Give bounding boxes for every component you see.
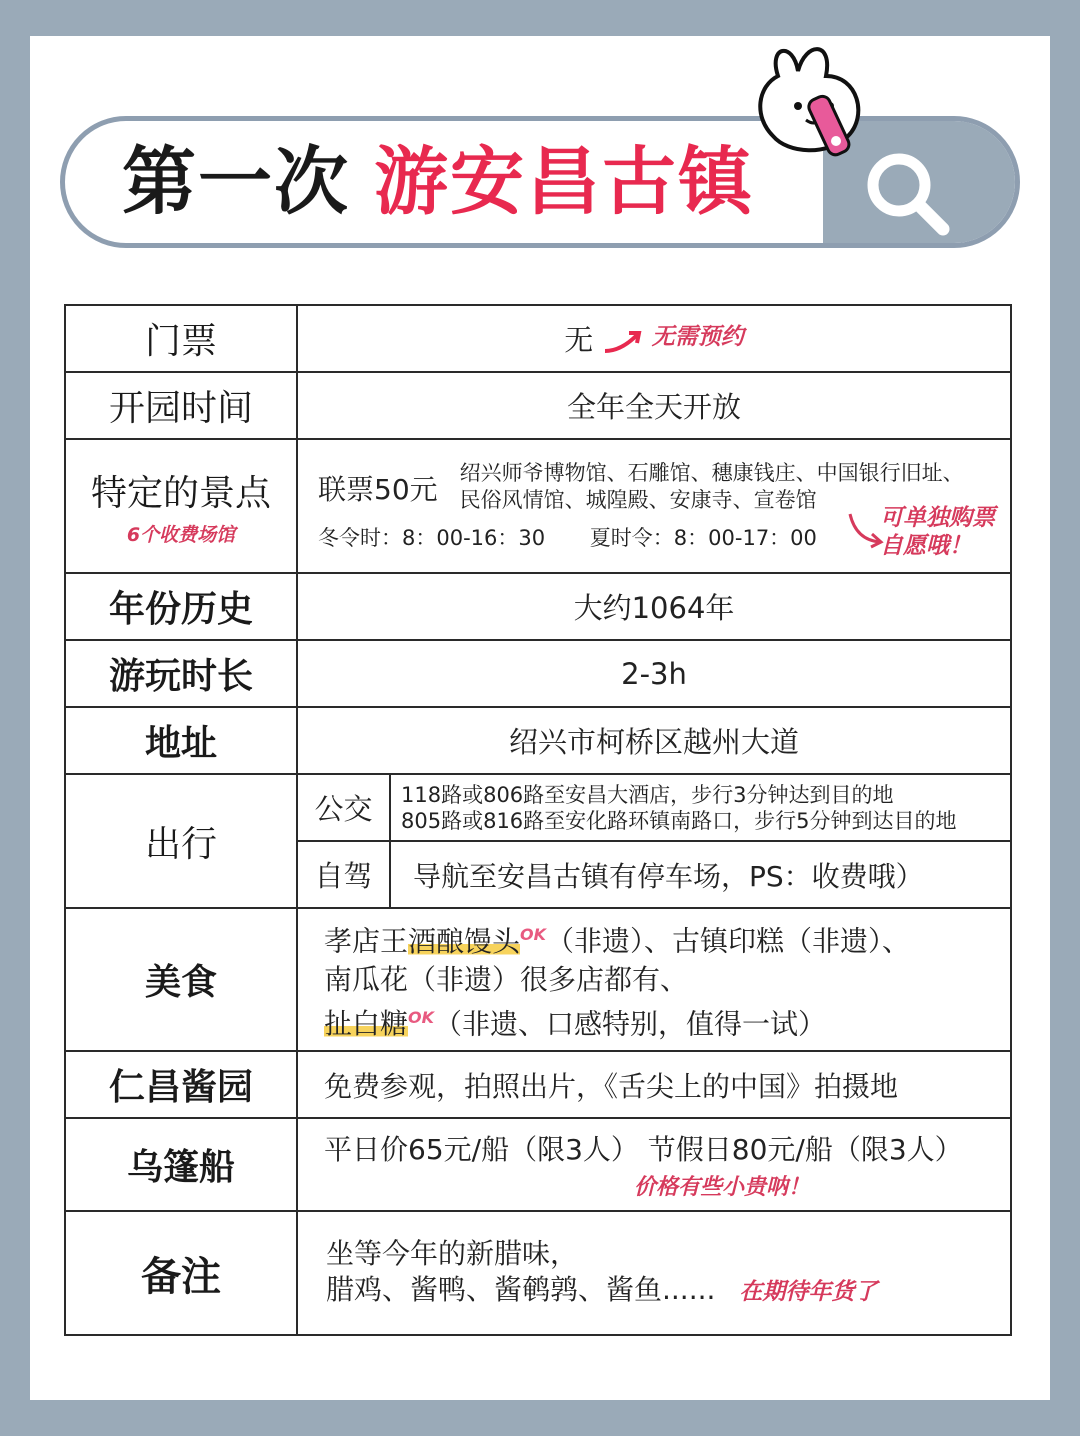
ok-mark-2: OK — [408, 1007, 435, 1027]
table-row-sights — [65, 439, 1011, 573]
travel-row-drive — [298, 841, 1010, 907]
row-value-travel — [297, 774, 1011, 908]
sights-label-note: 6个收费场馆 — [126, 524, 236, 546]
remark-line2: 腊鸡、酱鸭、酱鹌鹑、酱鱼...... — [326, 1273, 716, 1306]
travel-bus-label: 公交 — [298, 775, 390, 841]
row-label-ticket: 门票 — [65, 305, 297, 372]
travel-drive-value: 导航至安昌古镇有停车场，PS：收费哦） — [413, 859, 924, 893]
row-label-duration: 游玩时长 — [65, 640, 297, 707]
row-value-sights — [297, 439, 1011, 573]
travel-bus-line2: 805路或816路至安化路环镇南路口，步行5分钟到达目的地 — [401, 808, 957, 833]
table-row-boat — [65, 1118, 1011, 1211]
remark-line1: 坐等今年的新腊味， — [326, 1237, 579, 1270]
row-label-hours: 开园时间 — [65, 372, 297, 439]
info-table — [64, 304, 1012, 1336]
ticket-note: 无需预约 — [651, 324, 744, 350]
row-value-food — [297, 908, 1011, 1051]
table-row-remark — [65, 1211, 1011, 1335]
row-label-garden: 仁昌酱园 — [65, 1051, 297, 1118]
ok-mark-1: OK — [520, 925, 547, 945]
table-row-ticket — [65, 305, 1011, 372]
page-title — [122, 140, 754, 224]
table-row-travel — [65, 774, 1011, 908]
row-value-history: 大约1064年 — [297, 573, 1011, 640]
table-row-address — [65, 707, 1011, 774]
arrow-icon — [603, 329, 643, 355]
sights-winter-hours: 冬令时：8：00-16：30 — [318, 526, 546, 550]
bunny-mascot-icon — [748, 36, 888, 166]
boat-price: 平日价65元/船（限3人） 节假日80元/船（限3人） — [324, 1133, 963, 1166]
row-value-boat — [297, 1118, 1011, 1211]
row-value-ticket — [297, 305, 1011, 372]
row-label-address: 地址 — [65, 707, 297, 774]
title-part2: 游安昌古镇 — [374, 139, 754, 225]
food-line1-b: （非遗）、古镇印糕（非遗）、 — [546, 924, 911, 958]
row-value-duration: 2-3h — [297, 640, 1011, 707]
sights-summer-hours: 夏时令：8：00-17：00 — [589, 526, 817, 550]
row-value-remark — [297, 1211, 1011, 1335]
sights-note-line1: 可单独购票 — [880, 505, 995, 531]
boat-note: 价格有些小贵呐！ — [634, 1175, 811, 1200]
food-line3-b: （非遗、口感特别，值得一试） — [434, 1006, 827, 1040]
sights-venues-line2: 民俗风情馆、城隍殿、安康寺、宣卷馆 — [459, 488, 817, 512]
table-row-food — [65, 908, 1011, 1051]
sights-label: 特定的景点 — [90, 473, 271, 514]
travel-drive-label: 自驾 — [298, 841, 390, 907]
travel-row-bus — [298, 775, 1010, 841]
table-row-hours — [65, 372, 1011, 439]
travel-bus-line1: 118路或806路至安昌大酒店，步行3分钟达到目的地 — [401, 782, 894, 807]
table-row-history — [65, 573, 1011, 640]
travel-bus-value — [390, 775, 1010, 841]
row-label-boat: 乌篷船 — [65, 1118, 297, 1211]
row-value-garden: 免费参观，拍照出片，《舌尖上的中国》拍摄地 — [297, 1051, 1011, 1118]
sights-venues-line1: 绍兴师爷博物馆、石雕馆、穗康钱庄、中国银行旧址、 — [459, 461, 964, 485]
food-line2: 南瓜花（非遗）很多店都有、 — [324, 962, 689, 996]
row-label-history: 年份历史 — [65, 573, 297, 640]
table-row-garden — [65, 1051, 1011, 1118]
row-value-hours: 全年全天开放 — [297, 372, 1011, 439]
sights-price: 联票50元 — [318, 473, 438, 506]
table-row-duration — [65, 640, 1011, 707]
food-line1-a: 孝店王 — [324, 924, 409, 958]
sights-note-line2: 自愿哦！ — [880, 533, 972, 559]
food-highlight-1: 酒酿馒头 — [408, 924, 521, 958]
row-label-food: 美食 — [65, 908, 297, 1051]
food-highlight-2: 扯白糖 — [324, 1006, 409, 1040]
remark-note: 在期待年货了 — [739, 1279, 878, 1305]
title-part1: 第一次 — [122, 139, 350, 225]
row-value-address: 绍兴市柯桥区越州大道 — [297, 707, 1011, 774]
travel-subtable — [298, 775, 1010, 907]
ticket-value: 无 — [564, 323, 594, 357]
row-label-travel: 出行 — [65, 774, 297, 908]
row-label-sights — [65, 439, 297, 573]
row-label-remark: 备注 — [65, 1211, 297, 1335]
